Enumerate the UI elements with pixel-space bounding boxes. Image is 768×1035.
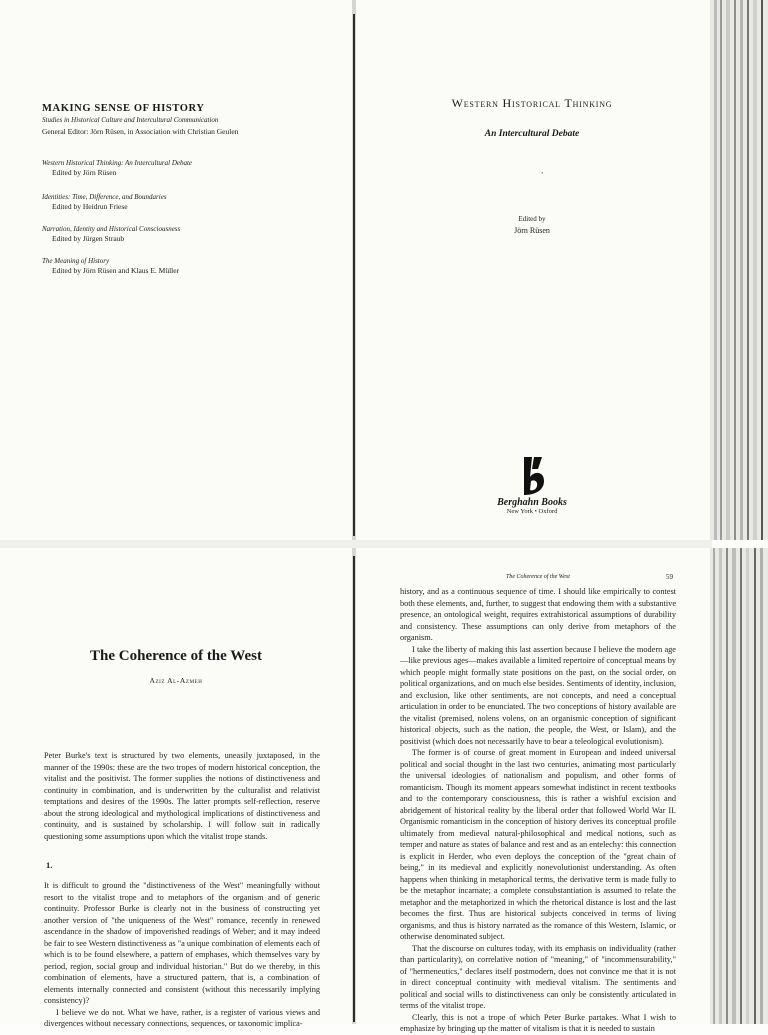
- running-head: The Coherence of the West: [506, 574, 570, 580]
- volume-editor: Edited by Heidrun Friese: [52, 202, 128, 211]
- edited-by-label: Edited by: [518, 215, 546, 223]
- paragraph: history, and as a continuous sequence of time. I should like empirically to contest both these elements, and, further, to suggest that endowing them with a substantive presence, an ontological weight, requires extrahistorical assumptions of durability and consistency. These assumptions can only derive from metaphors of the organism.: [400, 587, 676, 642]
- volume-editor: Edited by Jörn Rüsen and Klaus E. Müller: [52, 266, 180, 275]
- volume-editor: Edited by Jörn Rüsen: [52, 168, 117, 177]
- series-title: MAKING SENSE OF HISTORY: [42, 103, 205, 114]
- section-number: 1.: [46, 860, 53, 870]
- paragraph: That the discourse on cultures today, with its emphasis on individuality (rather than particularity), on correlative notion of "meaning," of "incommensurability," of "hermeneutics," declares itself postmodern, does not convince me that it is not in direct conceptual continuity with medieval vitalism. The sentiments and political and social wills to distinctiveness can only be consistently articulated in terms of the vitalist trope.: [400, 943, 676, 1010]
- title-page: [356, 0, 710, 540]
- gutter-shadow-bottom: [353, 556, 355, 1022]
- chapter-title: The Coherence of the West: [90, 648, 262, 664]
- text-page: [356, 548, 710, 1033]
- paragraph: Clearly, this is not a trope of which Peter Burke partakes. What I wish to emphasize by bringing up the matter of vitalism is that it is needed to sustain: [400, 1012, 676, 1033]
- page-separator: [0, 540, 712, 548]
- editor-name: Jörn Rüsen: [514, 226, 550, 235]
- gutter-shadow-top: [353, 14, 355, 536]
- book-title: Western Historical Thinking: [451, 96, 613, 110]
- publisher-place: New York • Oxford: [506, 508, 558, 515]
- chapter-author: Aziz Al-Azmeh: [149, 676, 203, 685]
- publisher-name: Berghahn Books: [497, 497, 567, 508]
- print-mark: ’: [541, 171, 544, 179]
- volume-title: The Meaning of History: [42, 257, 110, 265]
- volume-entry: [42, 193, 167, 211]
- paragraph: I believe we do not. What we have, rather, is a register of various views and divergences without necessary connections, sequences, or taxonomic implica-: [44, 1007, 320, 1028]
- series-editor: General Editor: Jörn Rüsen, in Association with Christian Geulen: [42, 127, 239, 136]
- page-body: [400, 586, 676, 1035]
- chapter-page: [0, 548, 352, 1028]
- volume-editor: Edited by Jürgen Straub: [52, 234, 125, 243]
- paragraph: It is difficult to ground the "distinctiveness of the West" meaningfully without resort to the vitalist trope and to metaphors of the organism and of generic continuity. Professor Burke is clearly not in the business of constructing yet another version of "the uniqueness of the West" romance, recently in renewed ascendance in the shadow of impoverished readings of Weber; and it may indeed be fair to see Western distinctiveness as "a unique combination of elements each of which is to be found elsewhere, a pattern of emphases, which themselves vary by period, region, social group and individual historian." But do we thereby, in this combination of elements, have a structured pattern, that is, a combination of elements internally connected and consistent (without this necessarily implying consistency)?: [44, 881, 320, 1005]
- series-subtitle: Studies in Historical Culture and Intercultural Communication: [42, 116, 219, 124]
- series-page: [0, 0, 352, 540]
- book-subtitle: An Intercultural Debate: [484, 129, 580, 139]
- page-edge-strip-top: [710, 0, 768, 540]
- volume-title: Identities: Time, Difference, and Boundaries: [42, 193, 167, 201]
- volume-title: Western Historical Thinking: An Intercultural Debate: [42, 159, 193, 167]
- paragraph: The former is of course of great moment in European and indeed universal political and social thought in the last two centuries, animating most particularly the universal ideologies of nationalism and populism, and other forms of romanticism. Though its moment appears somewhat indistinct in recent textbooks and to the contemporary consciousness, this is rather a wishful excision and abridgement of historical reality by the liberal order that followed World War II. Organismic romanticism in the conception of history derives its conceptual profile ultimately from medieval natural-philosophical and medical notions, such as temper and nature as states of balance and rest and as an entelechy: this connection is explicit in Herder, who even deploys the conception of the "great chain of being," in its medieval and explicitly nonevolutionist understanding. As often happens when thinking in metaphorical terms, the derivative term is made fully to be the metaphor incarnate; a complete consubstantiation is assumed to relate the metaphor and the metaphorized in which the rhetorical distance is lost and the last becomes the first. Thus are historical subjects conceived in terms of living organisms, and thus is history narrated as the romance of this Western, Islamic, or otherwise denominated subject.: [400, 748, 676, 941]
- page-edge-strip-bottom: [710, 548, 768, 1024]
- volume-title: Narration, Identity and Historical Consciousness: [42, 225, 181, 233]
- berghahn-logo-icon: [512, 455, 552, 497]
- paragraph: I take the liberty of making this last assertion because I believe the modern age—like previous ages—makes available a limited repertoire of conceptual means by which people might formally state positions on the past, on the social order, on political organizations, and on much else besides. Sentiments of identity, inclusion, and exclusion, like other sentiments, are not concepts, and need a conceptual articulation in order to be enunciated. The two conceptions of history available are the vitalist (premised, nolens volens, on an organismic conception of significant historical objects, such as the nation, the people, the West, or Islam), and the positivist (which does not necessarily have to bear a teleological evolutionism).: [400, 644, 677, 746]
- chapter-body: [44, 880, 320, 1030]
- volume-entry: [42, 225, 180, 243]
- volume-entry: [42, 159, 192, 177]
- volume-entry: [42, 257, 179, 275]
- chapter-intro: Peter Burke's text is structured by two elements, uneasily juxtaposed, in the manner of the 1990s: these are the two tropes of modern historical conception, the vitalist and the positivist. The former supplies the notions of distinctiveness and continuity in combination, and is underwritten by the culturalist and relativist temptations and desires of the 1990s. The latter prompts self-reflection, reserve about the strong ideological and mythological implications of distinctiveness and continuity, and is sustained by scholarship. I will follow suit in radically questioning some assumptions upon which the vitalist trope stands.: [44, 751, 320, 841]
- page-number: 59: [666, 573, 673, 581]
